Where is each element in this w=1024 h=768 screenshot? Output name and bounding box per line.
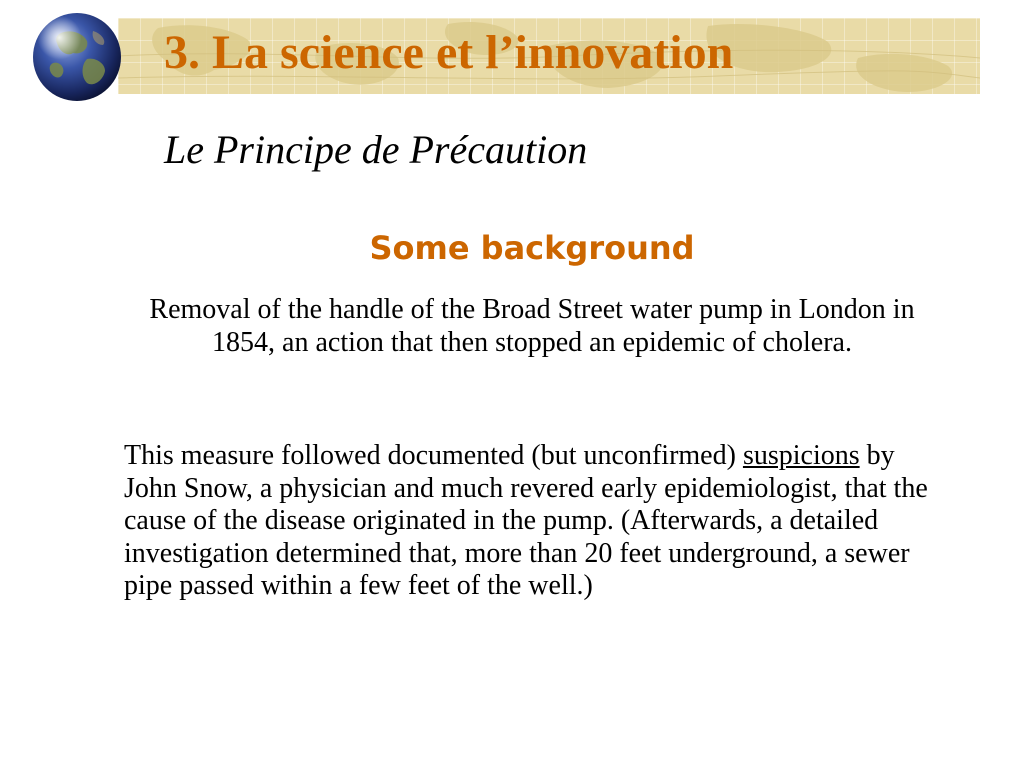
paragraph-broad-street: Removal of the handle of the Broad Street water pump in London in 1854, an action that then stopped an epidemic of cholera. — [149, 294, 915, 358]
section-heading: Some background — [369, 229, 695, 267]
slide-subtitle: Le Principe de Précaution — [164, 127, 588, 172]
suspicions-underlined-word: suspicions — [742, 440, 860, 471]
paragraph-john-snow — [124, 440, 940, 603]
slide-title: 3. La science et l’innovation — [164, 26, 734, 79]
globe-icon — [31, 11, 123, 103]
paragraph2-text-end: by John Snow, a physician and much revered early epidemiologist, that the cause of the disease originated in the pump. (Afterwards, a detailed investigation determined that, more than 20 feet underground, a sewer pipe passed within a few feet of the well.) — [124, 440, 928, 601]
paragraph2-text-start: This measure followed documented (but unconfirmed) — [124, 440, 743, 471]
